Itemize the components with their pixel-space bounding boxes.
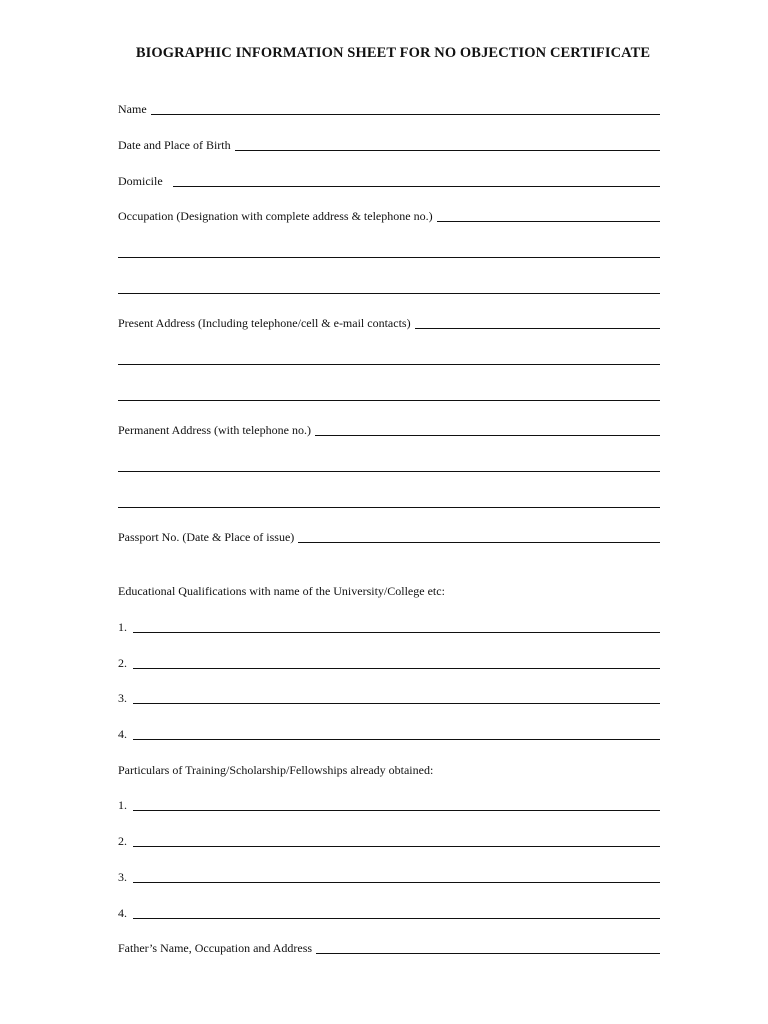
father-label: Father’s Name, Occupation and Address: [118, 941, 313, 955]
education-item-line[interactable]: [133, 668, 660, 669]
document-title: BIOGRAPHIC INFORMATION SHEET FOR NO OBJECTION CERTIFICATE: [135, 45, 651, 61]
training-item[interactable]: [118, 866, 660, 884]
training-item-line[interactable]: [133, 846, 660, 847]
name-field[interactable]: [118, 98, 660, 116]
training-item-number: 2.: [118, 834, 127, 848]
education-item[interactable]: [118, 652, 660, 670]
permanent-address-input-line[interactable]: [315, 435, 660, 436]
education-item[interactable]: [118, 723, 660, 741]
present-address-line-2[interactable]: [118, 364, 660, 365]
training-item-number: 1.: [118, 798, 127, 812]
domicile-field[interactable]: [118, 170, 660, 188]
permanent-address-line-3[interactable]: [118, 507, 660, 508]
occupation-line-3[interactable]: [118, 293, 660, 294]
occupation-field[interactable]: [118, 205, 660, 223]
education-item-line[interactable]: [133, 703, 660, 704]
present-address-label: Present Address (Including telephone/cell & e-mail contacts): [118, 316, 411, 330]
training-item-number: 4.: [118, 906, 127, 920]
education-item-number: 2.: [118, 656, 127, 670]
education-item-line[interactable]: [133, 739, 660, 740]
education-item-number: 1.: [118, 620, 127, 634]
education-item-number: 4.: [118, 727, 127, 741]
domicile-label: Domicile: [118, 174, 163, 188]
domicile-input-line[interactable]: [173, 186, 660, 187]
dob-field[interactable]: [118, 134, 660, 152]
training-item[interactable]: [118, 830, 660, 848]
passport-field[interactable]: [118, 526, 660, 544]
passport-input-line[interactable]: [298, 542, 660, 543]
permanent-address-label: Permanent Address (with telephone no.): [118, 423, 311, 437]
occupation-line-2[interactable]: [118, 257, 660, 258]
training-item-line[interactable]: [133, 810, 660, 811]
education-heading: Educational Qualifications with name of the University/College etc:: [118, 584, 445, 598]
father-input-line[interactable]: [316, 953, 660, 954]
education-item[interactable]: [118, 616, 660, 634]
name-label: Name: [118, 102, 147, 116]
education-item-number: 3.: [118, 691, 127, 705]
passport-label: Passport No. (Date & Place of issue): [118, 530, 295, 544]
education-item-line[interactable]: [133, 632, 660, 633]
training-item-number: 3.: [118, 870, 127, 884]
dob-label: Date and Place of Birth: [118, 138, 231, 152]
present-address-field[interactable]: [118, 312, 660, 330]
present-address-line-3[interactable]: [118, 400, 660, 401]
training-heading: Particulars of Training/Scholarship/Fellowships already obtained:: [118, 763, 434, 777]
dob-input-line[interactable]: [235, 150, 660, 151]
permanent-address-field[interactable]: [118, 419, 660, 437]
training-item[interactable]: [118, 794, 660, 812]
training-item[interactable]: [118, 902, 660, 920]
occupation-label: Occupation (Designation with complete address & telephone no.): [118, 209, 433, 223]
father-field[interactable]: [118, 937, 660, 955]
training-item-line[interactable]: [133, 882, 660, 883]
name-input-line[interactable]: [151, 114, 660, 115]
education-item[interactable]: [118, 687, 660, 705]
occupation-input-line[interactable]: [437, 221, 660, 222]
training-item-line[interactable]: [133, 918, 660, 919]
present-address-input-line[interactable]: [415, 328, 660, 329]
permanent-address-line-2[interactable]: [118, 471, 660, 472]
